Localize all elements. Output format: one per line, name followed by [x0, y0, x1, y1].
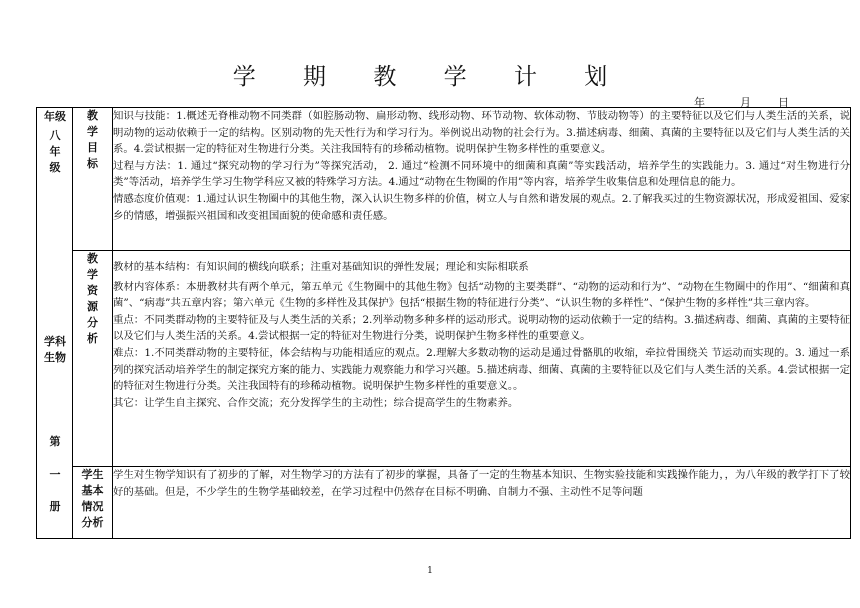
grade-column: [37, 108, 73, 539]
materials-difficulties: 难点：1.不同类群动物的主要特征，体会结构与功能相适应的观点。2.理解大多数动物的运动是通过骨骼肌的收缩，牵拉骨围绕关 节运动而实现的。3. 通过一系列的探究活动培养学生的制定探究方案的能力、实践能力观察能力和学习兴趣。5.描述病毒、细菌、真菌的主要特征以及它们与人类生活的关系。4.尝试根据一定的特征对生物进行分类。关注我国特有的珍稀动植物。说明保护生物多样性的重要意义。。: [113, 346, 850, 393]
students-label: 学生 基本 情况 分析: [73, 467, 113, 539]
volume-label: 第 一 册: [49, 435, 61, 514]
goals-attitude: 情感态度价值观：1.通过认识生物圈中的其他生物，深入认识生物多样的价值，树立人与自然和谐发展的观点。2.了解我买过的生物资源状况，形成爱祖国、爱家乡的情感，增强振兴祖国和改变祖国面貌的使命感和责任感。: [113, 192, 850, 222]
plan-table: [36, 107, 851, 539]
materials-label: 教 学 资 源 分 析: [73, 251, 113, 467]
document-title: 学 期 教 学 计 划: [232, 64, 628, 90]
page-number: 1: [427, 566, 433, 576]
materials-content: [113, 251, 851, 467]
date-month: 月: [740, 96, 752, 109]
goals-content: [113, 108, 851, 251]
students-analysis: 学生对生物学知识有了初步的了解，对生物学习的方法有了初步的掌握，具备了一定的生物基本知识、生物实验技能和实践操作能力，，为八年级的教学打下了较好的基础。但是，不少学生的生物学基础较差，在学习过程中仍然存在目标不明确、自制力不强、主动性不足等问题: [113, 469, 850, 498]
subject-label: 学科 生物: [44, 335, 66, 364]
goals-process: 过程与方法：1. 通过“探究动物的学习行为”等探究活动， 2. 通过“检测不同环境中的细菌和真菌”等实践活动，培养学生的实践能力。3. 通过“对生物进行分类”等活动，培养学生学习生物学科应又被的特殊学习方法。4.通过“动物在生物圈的作用”等内容，培养学生收集信息和处理信息的能力。: [113, 159, 850, 189]
materials-key-points: 重点：不同类群动物的主要特征及与人类生活的关系；2.列举动物多种多样的运动形式。说明动物的运动依赖于一定的结构。3.描述病毒、细菌、真菌的主要特征以及它们与人类生活的关系。4.尝试根据一定的特征对生物进行分类，说明保护生物多样性的重要意义。: [113, 313, 850, 343]
materials-other: 其它：让学生自主探究、合作交流；充分发挥学生的主动性；综合提高学生的生物素养。: [113, 396, 519, 409]
materials-system: 教材内容体系：本册教材共有两个单元，第五单元《生物圈中的其他生物》包括“动物的主要类群”、“动物的运动和行为”、“动物在生物圈中的作用”、“细菌和真菌”、“病毒”共五章内容；第六单元《生物的多样性及其保护》包括“根据生物的特征进行分类”、“认识生物的多样性”、“保护生物的多样性”共三章内容。: [113, 280, 850, 310]
goals-label: 教 学 目 标: [73, 108, 113, 251]
grade-value: 八 年 级: [49, 129, 61, 174]
goals-knowledge: 知识与技能：1.概述无脊椎动物不同类群（如腔肠动物、扁形动物、线形动物、环节动物、软体动物、节肢动物等）的主要特征以及它们与人类生活的关系，说明动物的运动依赖于一定的结构。区别动物的先天性行为和学习行为。举例说出动物的社会行为。3.描述病毒、细菌、真菌的主要特征以及它们与人类生活的关系。4.尝试根据一定的特征对生物进行分类。关注我国特有的珍稀动植物。说明保护生物多样性的重要意义。: [113, 110, 850, 156]
date-day: 日: [778, 96, 790, 109]
materials-structure: 教材的基本结构：有知识间的横线向联系；注重对基础知识的弹性发展；理论和实际相联系: [113, 261, 529, 273]
grade-label: 年级: [44, 110, 66, 123]
students-content: [113, 467, 851, 539]
date-year: 年: [694, 96, 706, 109]
